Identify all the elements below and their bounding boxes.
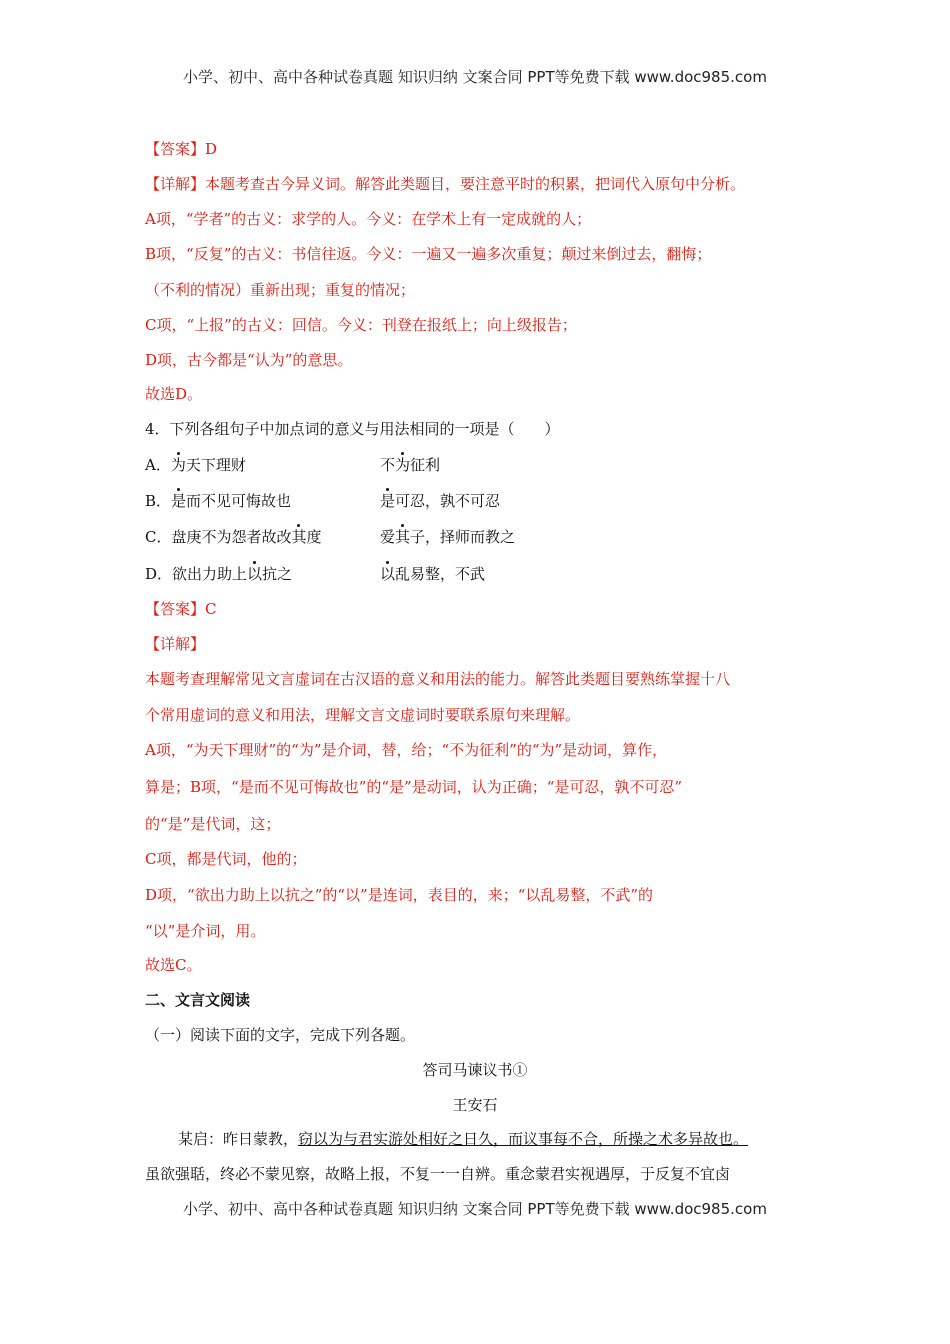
q3-line: A项，“学者”的古义：求学的人。今义：在学术上有一定成就的人；	[145, 210, 592, 228]
q4-line: 个常用虚词的意义和用法，理解文言文虚词时要联系原句来理解。	[145, 706, 581, 724]
dotted-char: 为	[170, 456, 186, 474]
answer-value: C	[205, 600, 217, 618]
q4-option-c	[145, 526, 645, 547]
option-right	[380, 454, 440, 475]
q4-line: 故选C。	[145, 956, 202, 974]
q4-line: D项，“欲出力助上以抗之”的“以”是连词，表目的，来；“以乱易整，不武”的	[145, 886, 654, 904]
dotted-char: 为	[395, 456, 411, 474]
q4-line: 的“是”是代词，这；	[145, 815, 281, 833]
q4-line: 算是；B项，“是而不见可悔故也”的“是”是动词，认为正确；“是可忍，孰不可忍”	[145, 778, 683, 796]
q3-line: （不利的情况）重新出现；重复的情况；	[145, 281, 416, 299]
dotted-char: 是	[380, 492, 396, 510]
option-text: 爱	[380, 528, 396, 546]
option-text: 乱易整，不武	[395, 565, 486, 583]
q3-line: B项，“反复”的古义：书信往返。今义：一遍又一遍多次重复；颠过来倒过去，翻悔；	[145, 245, 712, 263]
option-right	[380, 526, 515, 547]
option-text: 不	[380, 456, 396, 474]
q4-line: 本题考查理解常见文言虚词在古汉语的意义和用法的能力。解答此类题目要熟练掌握十八	[145, 670, 731, 688]
page-header: 小学、初中、高中各种试卷真题 知识归纳 文案合同 PPT等免费下载 www.doc985.com	[183, 68, 767, 86]
option-text: 征利	[410, 456, 441, 474]
option-right	[380, 563, 485, 584]
q4-line: “以”是介词，用。	[145, 922, 266, 940]
detail-label: 【详解】	[145, 175, 206, 193]
underlined-sentence: 窃以为与君实游处相好之日久，而议事每不合，所操之术多异故也。	[298, 1130, 749, 1148]
option-text: D．欲出力助上	[145, 565, 248, 583]
option-text: 抗之	[262, 565, 293, 583]
option-text: 天下理财	[185, 456, 246, 474]
paragraph-text: 某启：昨日蒙教，	[178, 1130, 299, 1148]
option-text: 而不见可悔故也	[186, 492, 292, 510]
dotted-char: 以	[247, 565, 263, 583]
q4-answer	[145, 598, 217, 619]
q3-line: D项，古今都是“认为”的意思。	[145, 351, 353, 369]
q4-line: A项，“为天下理财”的“为”是介词，替，给；“不为征利”的“为”是动词，算作，	[145, 741, 668, 759]
option-text: A．	[145, 456, 171, 474]
dotted-char: 以	[380, 565, 396, 583]
q4-stem: 4．下列各组句子中加点词的意义与用法相同的一项是（ ）	[145, 420, 560, 438]
essay-paragraph	[178, 1128, 748, 1149]
dotted-char: 其	[291, 528, 307, 546]
dotted-char: 其	[395, 528, 411, 546]
essay-author: 王安石	[452, 1096, 498, 1114]
q4-line: C项，都是代词，他的；	[145, 850, 307, 868]
detail-text: 本题考查古今异义词。解答此类题目，要注意平时的积累，把词代入原句中分析。	[205, 175, 746, 193]
answer-label: 【答案】	[145, 140, 206, 158]
q4-option-a	[145, 454, 645, 475]
option-text: 度	[306, 528, 322, 546]
detail-label: 【详解】	[145, 635, 206, 653]
option-text: C．盘庚不为怨者故改	[145, 528, 292, 546]
q3-detail	[145, 173, 745, 194]
section-title: 二、文言文阅读	[145, 991, 251, 1009]
answer-label: 【答案】	[145, 600, 206, 618]
dotted-char: 是	[171, 492, 187, 510]
q3-line: C项，“上报”的古义：回信。今义：刊登在报纸上；向上级报告；	[145, 316, 577, 334]
page-footer: 小学、初中、高中各种试卷真题 知识归纳 文案合同 PPT等免费下载 www.doc985.com	[183, 1200, 767, 1218]
q4-option-d	[145, 563, 645, 584]
option-right	[380, 490, 500, 511]
essay-title: 答司马谏议书①	[422, 1061, 528, 1079]
q3-line: 故选D。	[145, 385, 203, 403]
q4-option-b	[145, 490, 645, 511]
option-text: 可忍，孰不可忍	[395, 492, 501, 510]
option-text: B．	[145, 492, 172, 510]
q3-answer	[145, 138, 217, 159]
essay-paragraph: 虽欲强聒，终必不蒙见察，故略上报，不复一一自辨。重念蒙君实视遇厚，于反复不宜卤	[145, 1165, 731, 1183]
section-instruction: （一）阅读下面的文字，完成下列各题。	[145, 1026, 416, 1044]
option-text: 子，择师而教之	[410, 528, 516, 546]
answer-value: D	[205, 140, 218, 158]
